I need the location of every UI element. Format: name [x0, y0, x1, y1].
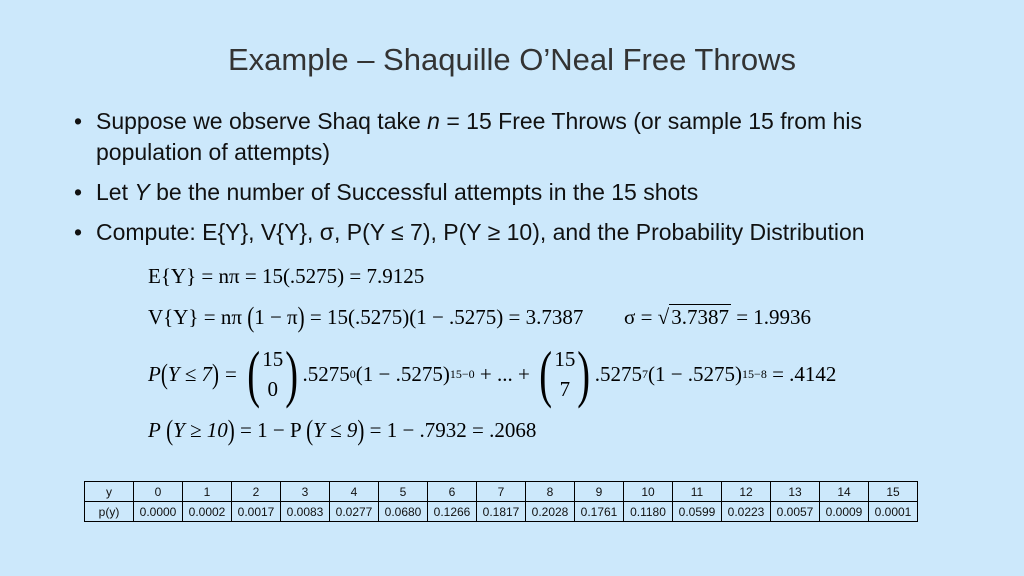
- binom1-top: 15: [262, 347, 284, 371]
- table-cell-p: 0.1761: [575, 502, 624, 522]
- equation-p-ge-10: [148, 413, 537, 447]
- bullet-2-var: Y: [134, 179, 150, 205]
- table-cell-p: 0.0277: [330, 502, 379, 522]
- eq-p7-left: P: [148, 361, 161, 386]
- eq-p7-term1b-exp: 15−0: [449, 366, 475, 381]
- right-paren: ): [357, 413, 365, 447]
- eq-p7-term1: .5275: [302, 361, 350, 386]
- left-paren: (: [306, 413, 314, 447]
- table-header-p: p(y): [85, 502, 134, 522]
- eq-sigma-right: = 1.9936: [736, 305, 812, 329]
- bullet-1-pre: Suppose we observe Shaq take: [96, 108, 428, 134]
- table-cell-y: 10: [624, 482, 673, 502]
- equation-sigma: [624, 305, 811, 330]
- equation-p-le-7: [148, 340, 836, 408]
- bullet-3: [74, 217, 974, 248]
- eq-ey-text: E{Y} = nπ = 15(.5275) = 7.9125: [148, 264, 425, 288]
- eq-p10-arg2: Y ≤ 9: [313, 418, 358, 442]
- table-cell-y: 3: [281, 482, 330, 502]
- eq-p10-arg: Y ≥ 10: [173, 418, 228, 442]
- equation-expected-value: [148, 264, 424, 289]
- table-row-p: [85, 502, 918, 522]
- right-paren: ): [212, 357, 220, 390]
- table-cell-p: 0.0599: [673, 502, 722, 522]
- binom1-bottom: 0: [267, 377, 278, 401]
- table-cell-p: 0.0083: [281, 502, 330, 522]
- eq-p10-mid: = 1 − P: [240, 418, 301, 442]
- table-cell-y: 11: [673, 482, 722, 502]
- left-paren: (: [166, 413, 174, 447]
- table-cell-p: 0.0223: [722, 502, 771, 522]
- table-cell-p: 0.0009: [820, 502, 869, 522]
- table-cell-y: 6: [428, 482, 477, 502]
- table-cell-y: 14: [820, 482, 869, 502]
- eq-sigma-rad: 3.7387: [671, 305, 729, 329]
- eq-p7-term1-exp: 0: [349, 366, 356, 381]
- table-cell-y: 8: [526, 482, 575, 502]
- table-cell-p: 0.2028: [526, 502, 575, 522]
- eq-p7-term2b-exp: 15−8: [742, 366, 767, 381]
- eq-p7-dots: + ... +: [474, 361, 536, 386]
- table-cell-y: 7: [477, 482, 526, 502]
- table-cell-p: 0.0057: [771, 502, 820, 522]
- eq-p7-result: = .4142: [766, 361, 837, 386]
- table-cell-y: 15: [869, 482, 918, 502]
- table-cell-y: 9: [575, 482, 624, 502]
- eq-vy-left: V{Y} = nπ: [148, 305, 242, 329]
- probability-distribution-table: [84, 481, 918, 522]
- table-cell-p: 0.0000: [134, 502, 183, 522]
- table-row-y: [85, 482, 918, 502]
- right-paren: ): [285, 338, 299, 409]
- left-paren: (: [160, 357, 168, 390]
- eq-p7-term1b: (1 − .5275): [355, 361, 450, 386]
- bullet-3-text: Compute: E{Y}, V{Y}, σ, P(Y ≤ 7), P(Y ≥ 10), and the Probability Distribution: [96, 219, 865, 245]
- equation-variance: [148, 300, 584, 334]
- table-cell-y: 2: [232, 482, 281, 502]
- right-paren: ): [297, 300, 305, 334]
- binomial-coefficient-1: [243, 338, 303, 409]
- table-cell-p: 0.0680: [379, 502, 428, 522]
- eq-p7-term2-exp: 7: [641, 366, 648, 381]
- eq-sigma-left: σ =: [624, 305, 653, 329]
- sqrt-icon: √3.7387: [657, 305, 729, 329]
- left-paren: (: [247, 300, 255, 334]
- binomial-coefficient-2: [535, 338, 595, 409]
- eq-p7-term2b: (1 − .5275): [647, 361, 743, 386]
- bullet-2-pre: Let: [96, 179, 135, 205]
- table-cell-y: 1: [183, 482, 232, 502]
- table-cell-p: 0.1266: [428, 502, 477, 522]
- slide-title: Example – Shaquille O’Neal Free Throws: [227, 42, 797, 77]
- eq-vy-right: = 15(.5275)(1 − .5275) = 3.7387: [309, 305, 584, 329]
- table-cell-y: 12: [722, 482, 771, 502]
- right-paren: ): [227, 413, 235, 447]
- eq-p7-arg: Y ≤ 7: [167, 361, 213, 386]
- bullet-1-post: = 15 Free Throws (or sample 15 from his population of attempts): [96, 108, 863, 165]
- eq-p10-right: = 1 − .7932 = .2068: [369, 418, 537, 442]
- right-paren: ): [577, 338, 591, 409]
- binom2-bottom: 7: [559, 377, 571, 401]
- eq-p7-term2: .5275: [594, 361, 642, 386]
- bullet-list: [74, 106, 974, 257]
- bullet-1: [74, 106, 974, 168]
- table-cell-y: 4: [330, 482, 379, 502]
- eq-p7-eq: =: [225, 361, 237, 386]
- table-cell-p: 0.1180: [624, 502, 673, 522]
- bullet-2: [74, 177, 974, 208]
- left-paren: (: [539, 338, 553, 409]
- table-cell-y: 5: [379, 482, 428, 502]
- eq-vy-mid: 1 − π: [254, 305, 298, 329]
- eq-p10-left: P: [148, 418, 161, 442]
- left-paren: (: [247, 338, 260, 409]
- bullet-1-var: n: [427, 108, 440, 134]
- table-cell-y: 0: [134, 482, 183, 502]
- table-cell-p: 0.1817: [477, 502, 526, 522]
- bullet-2-post: be the number of Successful attempts in the 15 shots: [149, 179, 699, 205]
- table-cell-p: 0.0017: [232, 502, 281, 522]
- table-cell-p: 0.0001: [869, 502, 918, 522]
- table-cell-y: 13: [771, 482, 820, 502]
- table-header-y: y: [85, 482, 134, 502]
- binom2-top: 15: [554, 347, 576, 371]
- table-cell-p: 0.0002: [183, 502, 232, 522]
